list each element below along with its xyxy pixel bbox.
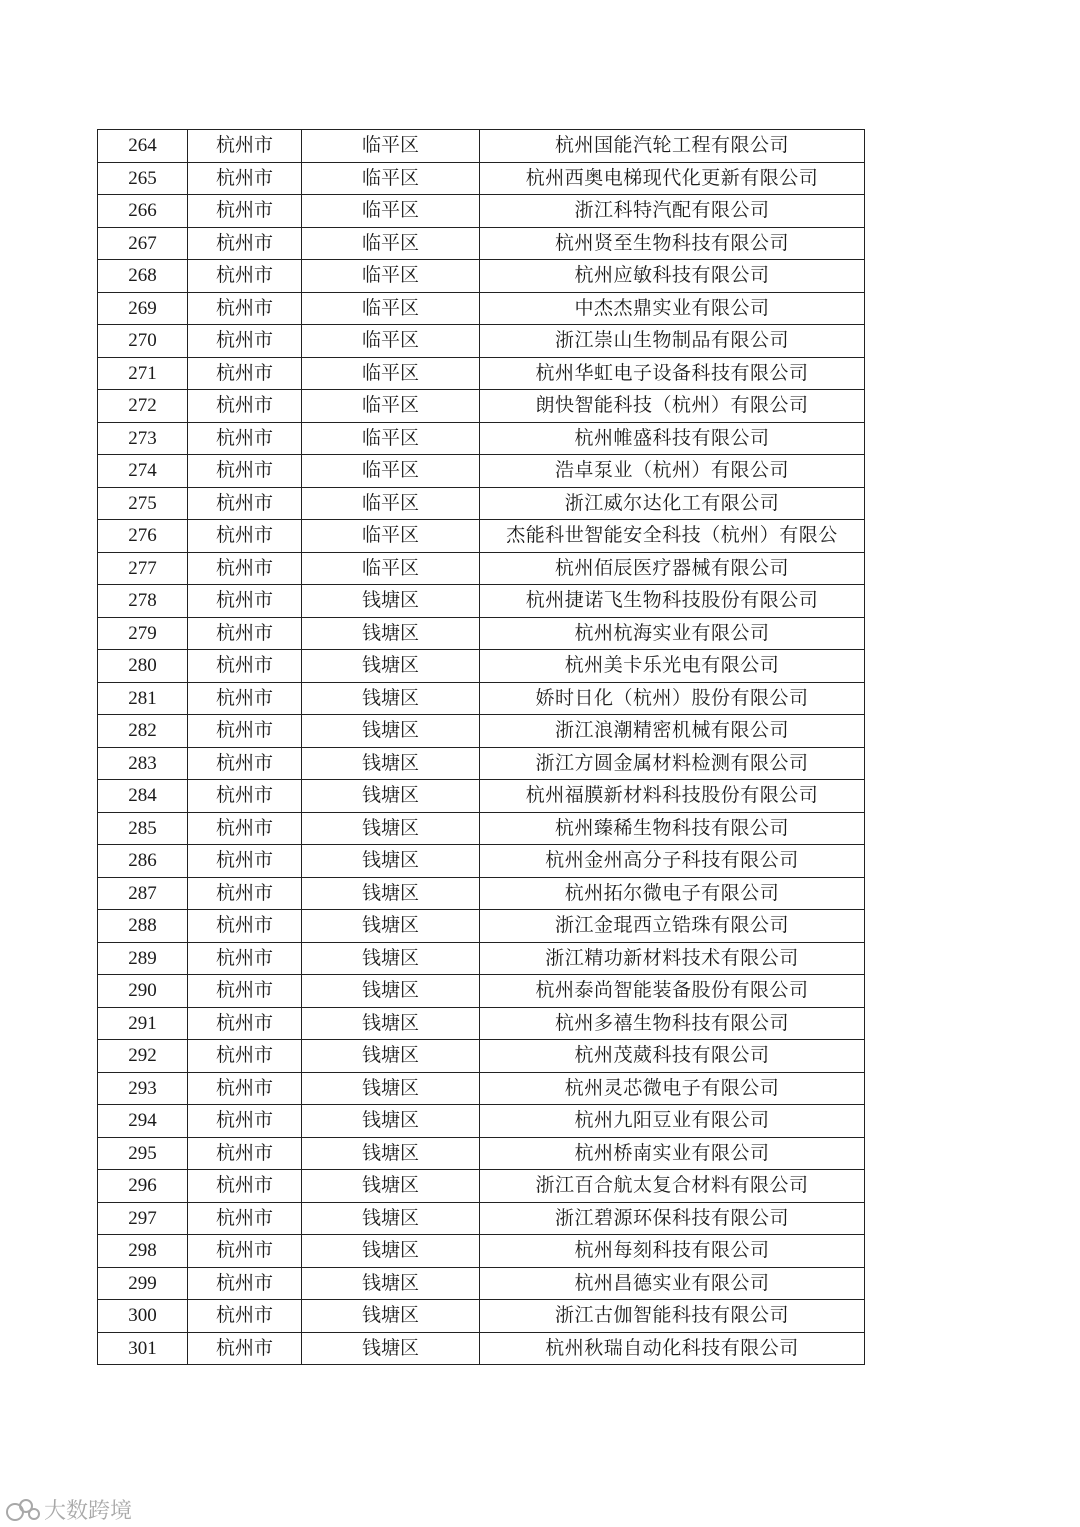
table-row: [98, 1267, 865, 1300]
company-name-cell: 杭州多禧生物科技有限公司: [480, 1007, 865, 1040]
row-number-cell: 269: [98, 292, 188, 325]
row-number-cell: 275: [98, 487, 188, 520]
table-row: [98, 195, 865, 228]
district-cell: 钱塘区: [302, 812, 480, 845]
table-row: [98, 845, 865, 878]
district-cell: 临平区: [302, 325, 480, 358]
company-name-cell: 杭州九阳豆业有限公司: [480, 1105, 865, 1138]
district-cell: 临平区: [302, 357, 480, 390]
company-name-cell: 杭州国能汽轮工程有限公司: [480, 130, 865, 163]
city-cell: 杭州市: [188, 715, 302, 748]
city-cell: 杭州市: [188, 617, 302, 650]
table-row: [98, 747, 865, 780]
row-number-cell: 299: [98, 1267, 188, 1300]
district-cell: 钱塘区: [302, 1202, 480, 1235]
company-name-cell: 浙江科特汽配有限公司: [480, 195, 865, 228]
district-cell: 钱塘区: [302, 585, 480, 618]
row-number-cell: 286: [98, 845, 188, 878]
city-cell: 杭州市: [188, 292, 302, 325]
city-cell: 杭州市: [188, 357, 302, 390]
district-cell: 钱塘区: [302, 715, 480, 748]
table-row: [98, 520, 865, 553]
row-number-cell: 270: [98, 325, 188, 358]
company-name-cell: 杭州华虹电子设备科技有限公司: [480, 357, 865, 390]
table-row: [98, 422, 865, 455]
city-cell: 杭州市: [188, 942, 302, 975]
table-row: [98, 1007, 865, 1040]
company-name-cell: 浙江金琨西立锆珠有限公司: [480, 910, 865, 943]
city-cell: 杭州市: [188, 1332, 302, 1365]
city-cell: 杭州市: [188, 195, 302, 228]
company-name-cell: 杭州灵芯微电子有限公司: [480, 1072, 865, 1105]
table-row: [98, 1040, 865, 1073]
district-cell: 钱塘区: [302, 682, 480, 715]
city-cell: 杭州市: [188, 130, 302, 163]
city-cell: 杭州市: [188, 1300, 302, 1333]
row-number-cell: 272: [98, 390, 188, 423]
district-cell: 临平区: [302, 487, 480, 520]
table-row: [98, 1170, 865, 1203]
table-row: [98, 260, 865, 293]
watermark: [6, 1494, 132, 1525]
company-name-cell: 浙江威尔达化工有限公司: [480, 487, 865, 520]
row-number-cell: 287: [98, 877, 188, 910]
row-number-cell: 298: [98, 1235, 188, 1268]
city-cell: 杭州市: [188, 1040, 302, 1073]
row-number-cell: 281: [98, 682, 188, 715]
district-cell: 钱塘区: [302, 1040, 480, 1073]
city-cell: 杭州市: [188, 682, 302, 715]
district-cell: 临平区: [302, 292, 480, 325]
table-row: [98, 227, 865, 260]
city-cell: 杭州市: [188, 585, 302, 618]
district-cell: 临平区: [302, 130, 480, 163]
company-name-cell: 杭州美卡乐光电有限公司: [480, 650, 865, 683]
district-cell: 临平区: [302, 422, 480, 455]
table-row: [98, 650, 865, 683]
company-name-cell: 杭州佰辰医疗器械有限公司: [480, 552, 865, 585]
district-cell: 钱塘区: [302, 1332, 480, 1365]
district-cell: 钱塘区: [302, 780, 480, 813]
row-number-cell: 291: [98, 1007, 188, 1040]
table-row: [98, 812, 865, 845]
row-number-cell: 283: [98, 747, 188, 780]
district-cell: 钱塘区: [302, 1235, 480, 1268]
city-cell: 杭州市: [188, 227, 302, 260]
district-cell: 钱塘区: [302, 1267, 480, 1300]
table-row: [98, 877, 865, 910]
city-cell: 杭州市: [188, 325, 302, 358]
row-number-cell: 284: [98, 780, 188, 813]
table-row: [98, 780, 865, 813]
city-cell: 杭州市: [188, 455, 302, 488]
table-row: [98, 1332, 865, 1365]
city-cell: 杭州市: [188, 260, 302, 293]
district-cell: 钱塘区: [302, 1170, 480, 1203]
table-row: [98, 715, 865, 748]
district-cell: 钱塘区: [302, 877, 480, 910]
table-row: [98, 390, 865, 423]
table-row: [98, 1137, 865, 1170]
company-name-cell: 杭州每刻科技有限公司: [480, 1235, 865, 1268]
company-name-cell: 杭州帷盛科技有限公司: [480, 422, 865, 455]
company-name-cell: 杭州杭海实业有限公司: [480, 617, 865, 650]
city-cell: 杭州市: [188, 1267, 302, 1300]
company-name-cell: 杭州秋瑞自动化科技有限公司: [480, 1332, 865, 1365]
city-cell: 杭州市: [188, 1235, 302, 1268]
table-row: [98, 1105, 865, 1138]
district-cell: 临平区: [302, 227, 480, 260]
company-name-cell: 杭州应敏科技有限公司: [480, 260, 865, 293]
district-cell: 钱塘区: [302, 910, 480, 943]
table-row: [98, 487, 865, 520]
district-cell: 钱塘区: [302, 1105, 480, 1138]
row-number-cell: 290: [98, 975, 188, 1008]
city-cell: 杭州市: [188, 1105, 302, 1138]
district-cell: 临平区: [302, 455, 480, 488]
city-cell: 杭州市: [188, 650, 302, 683]
company-name-cell: 杰能科世智能安全科技（杭州）有限公: [480, 520, 865, 553]
district-cell: 钱塘区: [302, 650, 480, 683]
table-row: [98, 357, 865, 390]
company-name-cell: 娇时日化（杭州）股份有限公司: [480, 682, 865, 715]
company-list-table: [97, 129, 865, 1365]
city-cell: 杭州市: [188, 910, 302, 943]
table-row: [98, 1072, 865, 1105]
table-row: [98, 1300, 865, 1333]
company-name-cell: 杭州贤至生物科技有限公司: [480, 227, 865, 260]
company-name-cell: 浩卓泵业（杭州）有限公司: [480, 455, 865, 488]
company-name-cell: 杭州茂葳科技有限公司: [480, 1040, 865, 1073]
table-row: [98, 682, 865, 715]
company-name-cell: 杭州昌德实业有限公司: [480, 1267, 865, 1300]
row-number-cell: 271: [98, 357, 188, 390]
company-name-cell: 杭州拓尔微电子有限公司: [480, 877, 865, 910]
company-name-cell: 杭州桥南实业有限公司: [480, 1137, 865, 1170]
company-name-cell: 杭州西奥电梯现代化更新有限公司: [480, 162, 865, 195]
city-cell: 杭州市: [188, 1202, 302, 1235]
table-body: [98, 130, 865, 1365]
company-name-cell: 杭州金州高分子科技有限公司: [480, 845, 865, 878]
company-name-cell: 浙江古伽智能科技有限公司: [480, 1300, 865, 1333]
row-number-cell: 277: [98, 552, 188, 585]
brand-logo-icon: [6, 1498, 40, 1522]
city-cell: 杭州市: [188, 422, 302, 455]
watermark-text: 大数跨境: [44, 1499, 133, 1524]
row-number-cell: 292: [98, 1040, 188, 1073]
city-cell: 杭州市: [188, 390, 302, 423]
row-number-cell: 276: [98, 520, 188, 553]
row-number-cell: 266: [98, 195, 188, 228]
district-cell: 钱塘区: [302, 845, 480, 878]
city-cell: 杭州市: [188, 1072, 302, 1105]
company-name-cell: 浙江精功新材料技术有限公司: [480, 942, 865, 975]
row-number-cell: 301: [98, 1332, 188, 1365]
table-row: [98, 585, 865, 618]
district-cell: 临平区: [302, 260, 480, 293]
district-cell: 钱塘区: [302, 1300, 480, 1333]
row-number-cell: 279: [98, 617, 188, 650]
district-cell: 钱塘区: [302, 747, 480, 780]
row-number-cell: 268: [98, 260, 188, 293]
company-name-cell: 朗快智能科技（杭州）有限公司: [480, 390, 865, 423]
district-cell: 临平区: [302, 390, 480, 423]
city-cell: 杭州市: [188, 1007, 302, 1040]
row-number-cell: 265: [98, 162, 188, 195]
company-name-cell: 杭州泰尚智能装备股份有限公司: [480, 975, 865, 1008]
city-cell: 杭州市: [188, 975, 302, 1008]
company-name-cell: 杭州臻稀生物科技有限公司: [480, 812, 865, 845]
district-cell: 钱塘区: [302, 1137, 480, 1170]
table-row: [98, 325, 865, 358]
company-name-cell: 杭州捷诺飞生物科技股份有限公司: [480, 585, 865, 618]
row-number-cell: 294: [98, 1105, 188, 1138]
district-cell: 临平区: [302, 552, 480, 585]
row-number-cell: 264: [98, 130, 188, 163]
row-number-cell: 288: [98, 910, 188, 943]
row-number-cell: 293: [98, 1072, 188, 1105]
company-name-cell: 浙江碧源环保科技有限公司: [480, 1202, 865, 1235]
table-row: [98, 975, 865, 1008]
company-name-cell: 浙江浪潮精密机械有限公司: [480, 715, 865, 748]
table-row: [98, 455, 865, 488]
city-cell: 杭州市: [188, 552, 302, 585]
row-number-cell: 267: [98, 227, 188, 260]
row-number-cell: 278: [98, 585, 188, 618]
row-number-cell: 296: [98, 1170, 188, 1203]
district-cell: 钱塘区: [302, 617, 480, 650]
row-number-cell: 285: [98, 812, 188, 845]
row-number-cell: 282: [98, 715, 188, 748]
city-cell: 杭州市: [188, 877, 302, 910]
table-row: [98, 1202, 865, 1235]
table-row: [98, 162, 865, 195]
city-cell: 杭州市: [188, 162, 302, 195]
district-cell: 钱塘区: [302, 975, 480, 1008]
table-row: [98, 130, 865, 163]
district-cell: 钱塘区: [302, 1007, 480, 1040]
city-cell: 杭州市: [188, 845, 302, 878]
company-name-cell: 杭州福膜新材料科技股份有限公司: [480, 780, 865, 813]
row-number-cell: 297: [98, 1202, 188, 1235]
city-cell: 杭州市: [188, 520, 302, 553]
city-cell: 杭州市: [188, 747, 302, 780]
row-number-cell: 280: [98, 650, 188, 683]
city-cell: 杭州市: [188, 812, 302, 845]
company-name-cell: 中杰杰鼎实业有限公司: [480, 292, 865, 325]
table-row: [98, 942, 865, 975]
company-name-cell: 浙江崇山生物制品有限公司: [480, 325, 865, 358]
district-cell: 临平区: [302, 520, 480, 553]
city-cell: 杭州市: [188, 1137, 302, 1170]
table-row: [98, 292, 865, 325]
row-number-cell: 300: [98, 1300, 188, 1333]
district-cell: 钱塘区: [302, 942, 480, 975]
row-number-cell: 295: [98, 1137, 188, 1170]
table-row: [98, 552, 865, 585]
company-name-cell: 浙江百合航太复合材料有限公司: [480, 1170, 865, 1203]
city-cell: 杭州市: [188, 1170, 302, 1203]
table-row: [98, 910, 865, 943]
city-cell: 杭州市: [188, 487, 302, 520]
district-cell: 临平区: [302, 162, 480, 195]
row-number-cell: 289: [98, 942, 188, 975]
row-number-cell: 274: [98, 455, 188, 488]
row-number-cell: 273: [98, 422, 188, 455]
district-cell: 临平区: [302, 195, 480, 228]
district-cell: 钱塘区: [302, 1072, 480, 1105]
table-row: [98, 617, 865, 650]
city-cell: 杭州市: [188, 780, 302, 813]
company-name-cell: 浙江方圆金属材料检测有限公司: [480, 747, 865, 780]
table-row: [98, 1235, 865, 1268]
